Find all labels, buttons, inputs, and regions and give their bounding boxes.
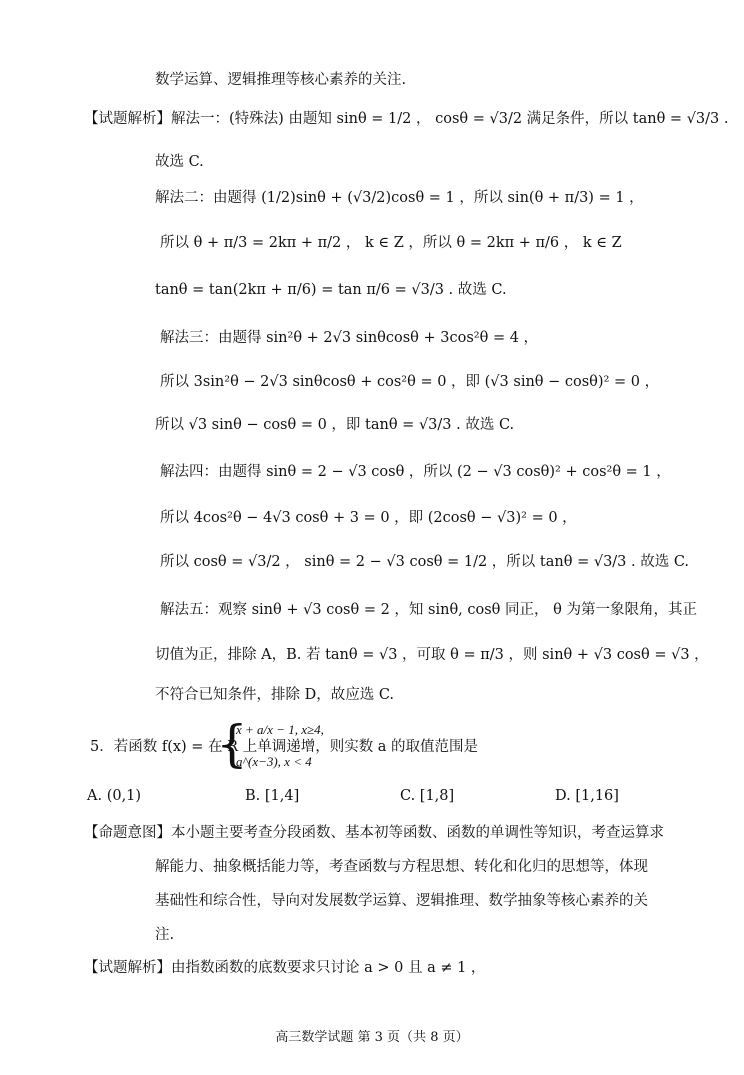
text-line: 所以 3sin²θ − 2√3 sinθcosθ + cos²θ = 0 ，即 (√3 sinθ − cosθ)² = 0 ，: [160, 374, 660, 390]
choice-b: B. [1,4]: [245, 788, 300, 804]
question-5-stem: 5．若函数 f(x) = 在 R 上单调递增，则实数 a 的取值范围是: [90, 739, 479, 755]
text-line: 切值为正，排除 A，B. 若 tanθ = √3 ，可取 θ = π/3 ，则 sinθ + √3 cosθ = √3 ，: [155, 647, 709, 663]
choice-d: D. [1,16]: [555, 788, 619, 804]
text-line: 【试题解析】解法一：(特殊法) 由题知 sinθ = 1/2 ， cosθ = √3/2 满足条件，所以 tanθ = √3/3 .: [84, 111, 729, 127]
piecewise-case-2: a^(x−3), x < 4: [236, 754, 312, 769]
text-line: 不符合已知条件，排除 D，故应选 C.: [155, 687, 395, 703]
text-line: 故选 C.: [155, 154, 204, 170]
text-line: 所以 4cos²θ − 4√3 cosθ + 3 = 0 ，即 (2cosθ − √3)² = 0 ，: [160, 510, 577, 526]
text-line: 解法三：由题得 sin²θ + 2√3 sinθcosθ + 3cos²θ = 4 ，: [160, 330, 539, 346]
text-line: 解能力、抽象概括能力等，考查函数与方程思想、转化和化归的思想等，体现: [155, 859, 648, 875]
choice-c: C. [1,8]: [400, 788, 455, 804]
text-line: 基础性和综合性，导向对发展数学运算、逻辑推理、数学抽象等核心素养的关: [155, 893, 648, 909]
text-line: 解法四：由题得 sinθ = 2 − √3 cosθ ，所以 (2 − √3 cosθ)² + cos²θ = 1 ，: [160, 464, 671, 480]
choice-a: A. (0,1): [87, 788, 142, 804]
piecewise-function: [216, 712, 324, 782]
text-line: 解法五：观察 sinθ + √3 cosθ = 2 ，知 sinθ, cosθ 同正， θ 为第一象限角，其正: [160, 602, 697, 618]
text-line: 所以 √3 sinθ − cosθ = 0 ，即 tanθ = √3/3 . 故选 C.: [155, 417, 515, 433]
page-footer: 高三数学试题 第 3 页（共 8 页）: [275, 1030, 469, 1045]
piecewise-brace: {: [216, 715, 248, 773]
text-line: 数学运算、逻辑推理等核心素养的关注.: [155, 72, 407, 88]
text-line: 【命题意图】本小题主要考查分段函数、基本初等函数、函数的单调性等知识，考查运算求: [84, 825, 664, 841]
text-line: 所以 θ + π/3 = 2kπ + π/2 ， k ∈ Z ，所以 θ = 2kπ + π/6 ， k ∈ Z: [160, 235, 622, 251]
text-line: tanθ = tan(2kπ + π/6) = tan π/6 = √3/3 . 故选 C.: [155, 282, 507, 298]
text-line: 所以 cosθ = √3/2 ， sinθ = 2 − √3 cosθ = 1/2 ，所以 tanθ = √3/3 . 故选 C.: [160, 554, 690, 570]
text-line: 注.: [155, 927, 175, 943]
piecewise-case-1: x + a/x − 1, x≥4,: [236, 722, 324, 737]
text-line: 解法二：由题得 (1/2)sinθ + (√3/2)cosθ = 1 ，所以 sin(θ + π/3) = 1 ，: [155, 190, 644, 206]
text-line: 【试题解析】由指数函数的底数要求只讨论 a > 0 且 a ≠ 1 ，: [84, 960, 486, 976]
